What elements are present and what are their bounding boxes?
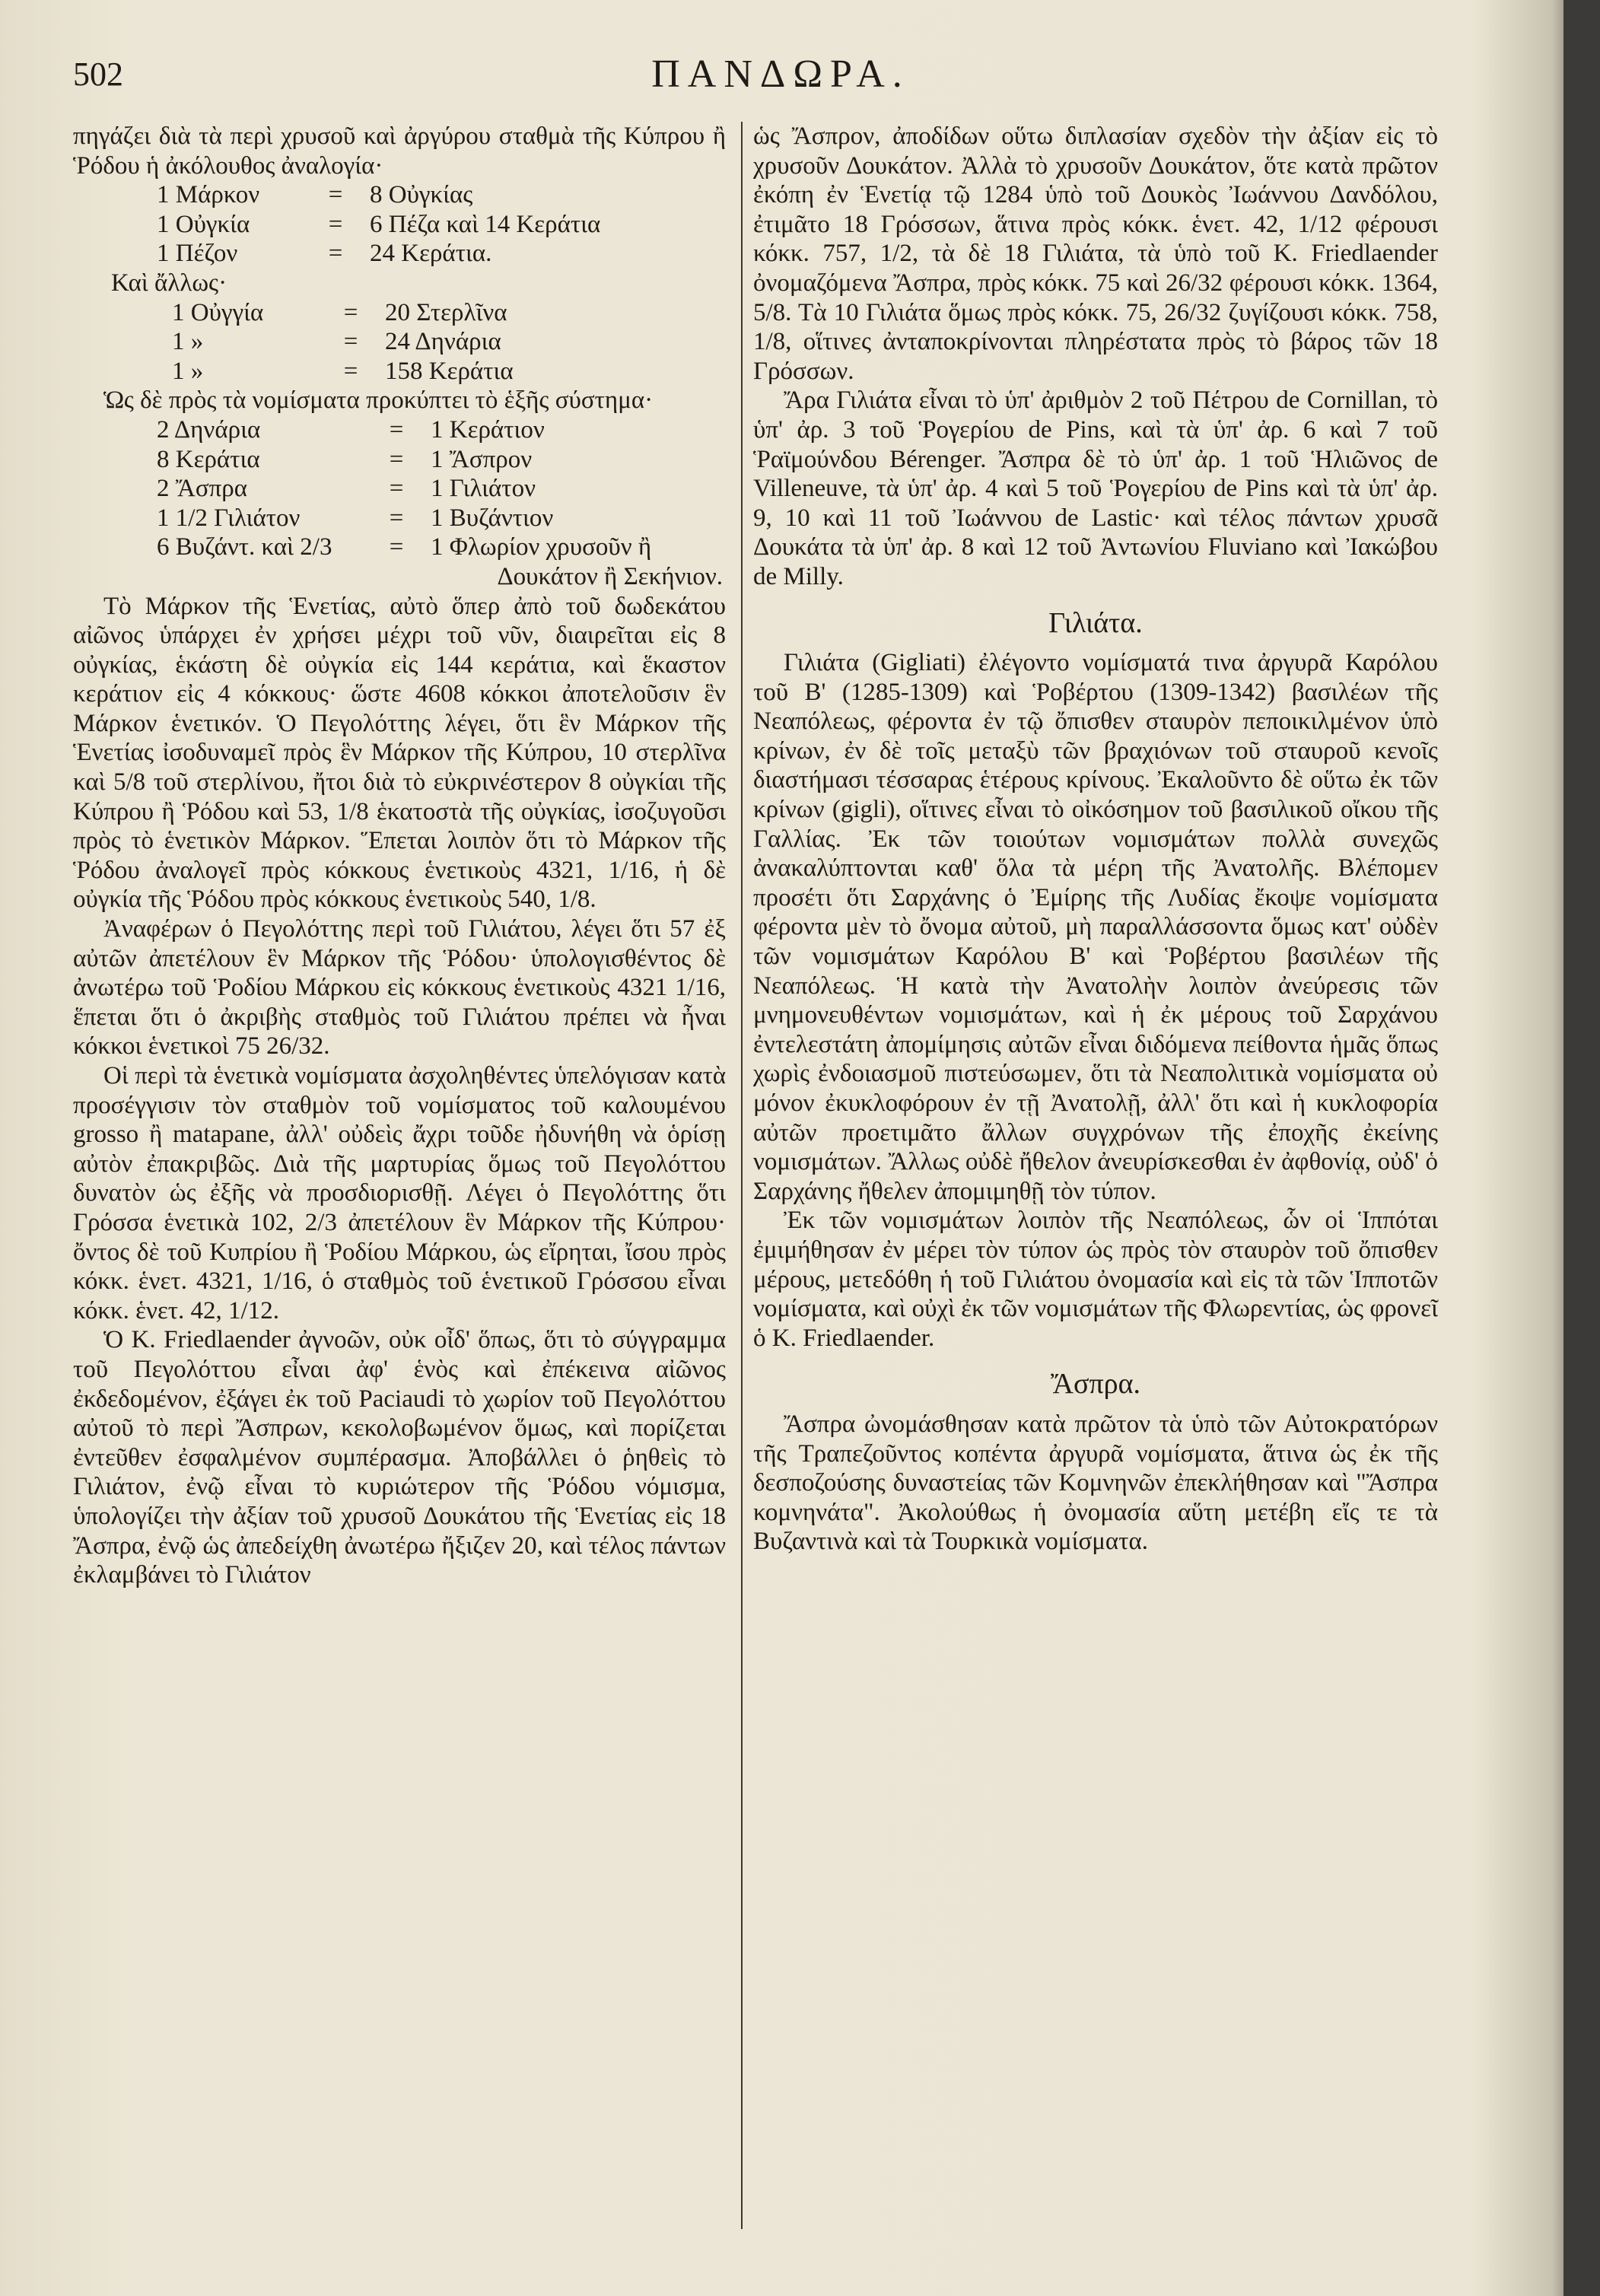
table-cell: 20 Στερλῖνα [385, 298, 507, 326]
table-row [73, 180, 726, 210]
equals-sign: = [328, 181, 343, 209]
table-row [73, 415, 726, 445]
running-title: ΠΑΝΔΩΡΑ. [651, 52, 910, 96]
coins-intro: Ὡς δὲ πρὸς τὰ νομίσματα προκύπτει τὸ ἑξῆς σύστημα· [103, 386, 654, 415]
column-divider [741, 122, 743, 2229]
equals-sign: = [343, 298, 358, 326]
paragraph-grosso: Οἱ περὶ τὰ ἑνετικὰ νομίσματα ἀσχοληθέντες ὑπελόγισαν κατὰ προσέγγισιν τὸν σταθμὸν τοῦ νομίσματος τοῦ καλουμένου grosso ἢ matapane, ἀλλ' οὐδεὶς ἄχρι τοῦδε ἠδυνήθη νὰ ὁρίσῃ αὐτὸν ἐπακριβῶς. Διὰ τῆς μαρτυρίας ὅμως τοῦ Πεγολόττου δυνατὸν ὡς ἐξῆς νὰ προσδιορισθῇ. Λέγει ὁ Πεγολόττης ὅτι Γρόσσα ἑνετικὰ 102, 2/3 ἀπετέλουν ἓν Μάρκον τῆς Κύπρου· ὄντος δὲ τοῦ Κυπρίου ἢ Ῥοδίου Μάρκου, ὡς εἴρηται, ἴσου πρὸς κόκκ. ἑνετ. 4321, 1/16, ὁ σταθμὸς τοῦ ἑνετικοῦ Γρόσσου εἶναι κόκκ. ἑνετ. 42, 1/12. [73, 1062, 726, 1324]
table-row [73, 357, 726, 386]
left-column [73, 122, 726, 1590]
weights-table-2 [73, 298, 726, 386]
table-row [73, 533, 726, 562]
equals-sign: = [343, 357, 358, 385]
table-cell: 24 Δηνάρια [385, 328, 501, 356]
paragraph-marco: Τὸ Μάρκον τῆς Ἑνετίας, αὐτὸ ὅπερ ἀπὸ τοῦ δωδεκάτου αἰῶνος ὑπάρχει ἐν χρήσει μέχρι τοῦ νῦν, διαιρεῖται εἰς 8 οὐγκίας, ἑκάστη δὲ οὐγκία εἰς 144 κεράτια, καὶ ἕκαστον κεράτιον εἰς 4 κόκκους· ὥστε 4608 κόκκοι ἀποτελοῦσιν ἓν Μάρκον ἑνετικόν. Ὁ Πεγολόττης λέγει, ὅτι ἓν Μάρκον τῆς Ἑνετίας ἰσοδυναμεῖ πρὸς ἓν Μάρκον τῆς Κύπρου, 10 στερλῖνα καὶ 5/8 τοῦ στερλίνου, ἤτοι διὰ τὸ εὐκρινέστερον 8 οὐγκίαι τῆς Κύπρου ἢ Ῥόδου καὶ 53, 1/8 ἑκατοστὰ τῆς οὐγκίας, ἰσοζυγοῦσι πρὸς τὸ ἑνετικὸν Μάρκον. Ἕπεται λοιπὸν ὅτι τὸ Μάρκον τῆς Ῥόδου ἀναλογεῖ πρὸς κόκκους ἑνετικοὺς 4321, 1/16, ἡ δὲ οὐγκία τῆς Ῥόδου πρὸς κόκκους ἑνετικοὺς 540, 1/8. [73, 592, 726, 914]
coins-table [73, 415, 726, 592]
table-cell: 1 1/2 Γιλιάτον [157, 504, 301, 532]
table-cell: 158 Κεράτια [385, 357, 514, 385]
equals-sign: = [389, 475, 404, 503]
section-heading-aspra: Ἄσπρα. [1050, 1368, 1141, 1401]
paragraph-gigliati: Γιλιάτα (Gigliati) ἐλέγοντο νομίσματά τινα ἀργυρᾶ Καρόλου τοῦ Β' (1285-1309) καὶ Ῥοβέρτου (1309-1342) βασιλέων τῆς Νεαπόλεως, φέροντα ἐν τῷ ὄπισθεν σταυρὸν πεποικιλμένον ὑπὸ κρίνων, ἐν δὲ τοῖς μεταξὺ τῶν βραχιόνων τοῦ σταυροῦ κενοῖς διαστήμασι τέσσαρας ἑτέρους κρίνους. Ἐκαλοῦντο δὲ οὕτω ἐκ τῶν κρίνων (gigli), οἵτινες εἶναι τὸ οἰκόσημον τοῦ βασιλικοῦ οἴκου τῆς Γαλλίας. Ἐκ τῶν τοιούτων νομισμάτων πολλὰ συνεχῶς ἀνακαλύπτονται καθ' ὅλα τὰ μέρη τῆς Ἀνατολῆς. Βλέπομεν προσέτι ὅτι Σαρχάνης ὁ Ἐμίρης τῆς Λυδίας ἔκοψε νομίσματα φέροντα μὲν τὸ ὄνομα αὐτοῦ, μὴ παραλλάσσοντα ὅμως κατ' οὐδὲν τῶν νομισμάτων Καρόλου Β' καὶ Ῥοβέρτου βασιλέων τῆς Νεαπόλεως. Ἡ κατὰ τὴν Ἀνατολὴν λοιπὸν ἀνεύρεσις τῶν μνημονευθέντων νομισμάτων, καὶ ἡ ἐκ μέρους τοῦ Σαρχάνου ἐντελεστάτη ἀπομίμησις αὐτῶν εἶναι διδόμενα πείθοντα ἡμᾶς ὅπως χωρὶς ἐνδοιασμοῦ πιστεύσωμεν, ὅτι τὰ Νεαπολιτικὰ νομίσματα οὐ μόνον ἐκυκλοφόρουν ἐν τῇ Ἀνατολῇ, ἀλλ' ὅτι καὶ ἡ κυκλοφορία αὐτῶν προετιμᾶτο ἄλλων συγχρόνων τῆς ἐποχῆς ἐκείνης νομισμάτων. Ἄλλως οὐδὲ ἤθελον ἀνευρίσκεσθαι ἐν ἀφθονίᾳ, οὐδ' ὁ Σαρχάνης ἤθελεν ἀπομιμηθῇ τὸν τύπον. [753, 649, 1438, 1205]
paragraph-attribution: Ἄρα Γιλιάτα εἶναι τὸ ὑπ' ἀριθμὸν 2 τοῦ Πέτρου de Cornillan, τὸ ὑπ' ἀρ. 3 τοῦ Ῥογερίου de Pins, καὶ τὰ ὑπ' ἀρ. 6 καὶ 7 τοῦ Ῥαϊμούνδου Bérenger. Ἄσπρα δὲ τὸ ὑπ' ἀρ. 1 τοῦ Ἡλιῶνος de Villeneuve, τὰ ὑπ' ἀρ. 4 καὶ 5 τοῦ Ῥογερίου de Pins καὶ τὰ ὑπ' ἀρ. 9, 10 καὶ 11 τοῦ Ἰωάννου de Lastic· καὶ τέλος πάντων χρυσᾶ Δουκάτα τὰ ὑπ' ἀρ. 8 καὶ 12 τοῦ Ἀντωνίου Fluviano καὶ Ἰακώβου de Milly. [753, 386, 1438, 590]
table-row [73, 298, 726, 328]
page-number: 502 [73, 56, 123, 93]
right-column [753, 122, 1438, 1557]
table-cell: 1 Οὐγκία [157, 210, 250, 238]
table-cell: 8 Οὐγκίας [370, 181, 473, 209]
table-cell: 1 Πέζον [157, 240, 238, 268]
table-row [73, 210, 726, 240]
equals-sign: = [328, 240, 343, 268]
table-row [73, 327, 726, 357]
table-row [73, 504, 726, 533]
table-cell: 8 Κεράτια [157, 445, 260, 473]
table-cell: 1 Οὐγγία [172, 298, 264, 326]
paragraph-friedlaender: Ὁ Κ. Friedlaender ἀγνοῶν, οὐκ οἶδ' ὅπως, ὅτι τὸ σύγγραμμα τοῦ Πεγολόττου εἶναι ἀφ' ἑνὸς καὶ ἐπέκεινα αἰῶνος ἐκδεδομένον, ἐξάγει ἐκ τοῦ Paciaudi τὸ χωρίον τοῦ Πεγολόττου αὐτοῦ τὸ περὶ Ἄσπρων, κεκολοβωμένον ὅμως, καὶ πορίζεται ἐντεῦθεν ἐσφαλμένον συμπέρασμα. Ἀποβάλλει ὁ ῥηθεὶς τὸ Γιλιάτον, ἐνῷ εἶναι τὸ κυριώτερον τῆς Ῥόδου νόμισμα, ὑπολογίζει τὴν ἀξίαν τοῦ χρυσοῦ Δουκάτου τῆς Ἑνετίας εἰς 18 Ἄσπρα, ἐνῷ ὡς ἀπεδείχθη ἀνωτέρω ἤξιζεν 20, καὶ τέλος πάντων ἐκλαμβάνει τὸ Γιλιάτον [73, 1326, 726, 1589]
table-cell: 2 Ἄσπρα [157, 475, 248, 503]
scan-edge-shadow [1563, 0, 1600, 2296]
table-cell: 6 Πέζα καὶ 14 Κεράτια [370, 210, 601, 238]
equals-sign: = [343, 328, 358, 356]
table-row [73, 445, 726, 475]
table-continuation: Δουκάτον ἢ Σεκήνιον. [497, 562, 723, 590]
equals-sign: = [389, 504, 404, 532]
table-cell: 1 Κεράτιον [431, 415, 545, 444]
table-cell: 1 » [172, 357, 204, 385]
equals-sign: = [389, 445, 404, 473]
page-header [73, 52, 1488, 105]
table-cell: 1 Μάρκον [157, 181, 260, 209]
table-cell: 2 Δηνάρια [157, 415, 261, 444]
weights-table-1 [73, 180, 726, 269]
table-cell: 1 Ἄσπρον [431, 445, 533, 473]
equals-sign: = [389, 415, 404, 444]
table-cell: 1 Φλωρίον χρυσοῦν ἢ [431, 533, 652, 561]
table-cell: 1 » [172, 328, 204, 356]
paragraph-knights: Ἐκ τῶν νομισμάτων λοιπὸν τῆς Νεαπόλεως, ὧν οἱ Ἱππόται ἐμιμήθησαν ἐν μέρει τὸν τύπον ὡς πρὸς τὸν σταυρὸν τοῦ ὄπισθεν μέρους, μετεδόθη ἡ τοῦ Γιλιάτου ὀνομασία καὶ εἰς τὰ τῶν Ἱπποτῶν νομίσματα, καὶ οὐχὶ ἐκ τῶν νομισμάτων τῆς Φλωρεντίας, ὡς φρονεῖ ὁ Κ. Friedlaender. [753, 1207, 1438, 1352]
equals-sign: = [328, 210, 343, 238]
table-cell: 6 Βυζάντ. καὶ 2/3 [157, 533, 332, 561]
section-heading-gigliati: Γιλιάτα. [1048, 606, 1143, 639]
paragraph-giliato: Ἀναφέρων ὁ Πεγολόττης περὶ τοῦ Γιλιάτου, λέγει ὅτι 57 ἐξ αὐτῶν ἀπετέλουν ἓν Μάρκον τῆς Ῥόδου· ὑπολογισθέντος δὲ ἀνωτέρω τοῦ Ῥοδίου Μάρκου εἰς κόκκους ἑνετικοὺς 4321 1/16, ἕπεται ὅτι ὁ ἀκριβὴς σταθμὸς τοῦ Γιλιάτου πρέπει νὰ ἦναι κόκκοι ἑνετικοὶ 75 26/32. [73, 915, 726, 1061]
table-cell: 24 Κεράτια. [370, 240, 492, 268]
paragraph-aspra: Ἄσπρα ὠνομάσθησαν κατὰ πρῶτον τὰ ὑπὸ τῶν Αὐτοκρατόρων τῆς Τραπεζοῦντος κοπέντα ἀργυρᾶ νομίσματα, ἅτινα ὡς ἐκ τῆς δεσποζούσης δυναστείας τῶν Κομνηνῶν ἐπεκλήθησαν καὶ "Ἄσπρα κομνηνάτα". Ἀκολούθως ἡ ὀνομασία αὕτη μετέβη εἴς τε τὰ Βυζαντινὰ καὶ τὰ Τουρκικὰ νομίσματα. [753, 1410, 1438, 1556]
table-cell: 1 Βυζάντιον [431, 504, 554, 532]
paragraph-ducat: ὡς Ἄσπρον, ἀποδίδων οὕτω διπλασίαν σχεδὸν τὴν ἀξίαν εἰς τὸ χρυσοῦν Δουκάτον. Ἀλλὰ τὸ χρυσοῦν Δουκάτον, ὅτε κατὰ πρῶτον ἐκόπη ἐν Ἑνετίᾳ τῷ 1284 ὑπὸ τοῦ Δουκὸς Ἰωάννου Δανδόλου, ἐτιμᾶτο 18 Γρόσσων, ἅτινα πρὸς κόκκ. ἑνετ. 42, 1/12 φέρουσι κόκκ. 757, 1/2, τὰ δὲ 18 Γιλιάτα, τὰ ὑπὸ τοῦ Κ. Friedlaender ὀνομαζόμενα Ἄσπρα, πρὸς κόκκ. 75 καὶ 26/32 φέρουσι κόκκ. 1364, 5/8. Τὰ 10 Γιλιάτα ὅμως πρὸς κόκκ. 75, 26/32 ζυγίζουσι κόκκ. 758, 1/8, οἵτινες ἀνταποκρίνονται πληρέστατα πρὸς τὸ βάρος τῶν 18 Γρόσσων. [753, 122, 1438, 385]
table-cell: 1 Γιλιάτον [431, 475, 536, 503]
intro-paragraph: πηγάζει διὰ τὰ περὶ χρυσοῦ καὶ ἀργύρου σταθμὰ τῆς Κύπρου ἢ Ῥόδου ἡ ἀκόλουθος ἀναλογία· [73, 122, 726, 180]
alt-label: Καὶ ἄλλως· [111, 269, 227, 297]
table-row [73, 239, 726, 269]
table-row [73, 474, 726, 504]
equals-sign: = [389, 533, 404, 561]
